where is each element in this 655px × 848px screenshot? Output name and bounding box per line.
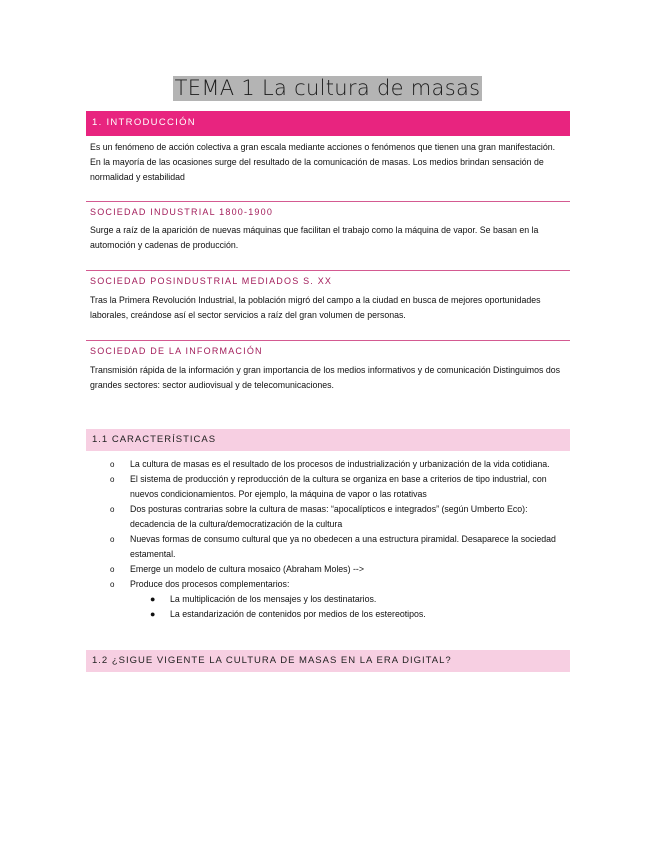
subheading-sociedad-posindustrial: SOCIEDAD POSINDUSTRIAL MEDIADOS S. XX — [90, 276, 333, 286]
circle-bullet-icon: o — [110, 565, 115, 574]
circle-bullet-icon: o — [110, 475, 115, 484]
section-heading-caracteristicas: 1.1 CARACTERÍSTICAS — [86, 429, 570, 451]
paragraph-sociedad-industrial: Surge a raíz de la aparición de nuevas máquinas que facilitan el trabajo como la máquina de vapor. Se basan en la automoción y cadenas de producción. — [90, 225, 539, 250]
filled-bullet-icon: ● — [150, 609, 156, 619]
circle-bullet-icon: o — [110, 580, 115, 589]
list-item: o El sistema de producción y reproducción de la cultura se organiza en base a criterios de tipo industrial, con nuevos condicionamientos. Por ejemplo, la máquina de vapor o las rotativas — [110, 474, 547, 499]
list-item: o La cultura de masas es el resultado de los procesos de industrialización y urbanización de la vida cotidiana. — [110, 457, 570, 472]
circle-bullet-icon: o — [110, 460, 115, 469]
sub-list — [150, 592, 570, 622]
list-item: o Emerge un modelo de cultura mosaico (Abraham Moles) --> — [110, 562, 570, 577]
intro-paragraph: Es un fenómeno de acción colectiva a gran escala mediante acciones o fenómenos que tienen una gran manifestación. En la mayoría de las ocasiones surge del resultado de la comunicación de masas. Los medios brindan sensación de normalidad y estabilidad — [90, 142, 556, 182]
filled-bullet-icon: ● — [150, 594, 156, 604]
section-heading-vigente: 1.2 ¿SIGUE VIGENTE LA CULTURA DE MASAS EN LA ERA DIGITAL? — [86, 650, 570, 672]
divider — [86, 201, 570, 202]
document-title: TEMA 1 La cultura de masas — [174, 76, 481, 100]
circle-bullet-icon: o — [110, 505, 115, 514]
subheading-sociedad-informacion: SOCIEDAD DE LA INFORMACIÓN — [90, 346, 263, 356]
caracteristicas-list — [110, 457, 570, 622]
list-item: o Nuevas formas de consumo cultural que ya no obedecen a una estructura piramidal. Desaparece la sociedad estamental. — [110, 534, 556, 559]
list-item: o Dos posturas contrarias sobre la cultura de masas: “apocalípticos e integrados” (según Umberto Eco): decadencia de la cultura/democratización de la cultura — [110, 504, 528, 529]
divider — [86, 340, 570, 341]
sub-list-item: ● La estandarización de contenidos por medios de los estereotipos. — [150, 607, 570, 622]
section-heading-introduccion: 1. INTRODUCCIÓN — [86, 111, 570, 136]
paragraph-sociedad-posindustrial: Tras la Primera Revolución Industrial, la población migró del campo a la ciudad en busca de mejores oportunidades laborales, creándose así el sector servicios a raíz del gran volumen de personas. — [90, 295, 541, 320]
divider — [86, 270, 570, 271]
list-item: o Produce dos procesos complementarios: ● La multiplicación de los mensajes y los destinatarios. ● La estandarización de contenidos por medios de los estereotipos. — [110, 577, 570, 622]
sub-list-item: ● La multiplicación de los mensajes y los destinatarios. — [150, 592, 570, 607]
circle-bullet-icon: o — [110, 535, 115, 544]
paragraph-sociedad-informacion: Transmisión rápida de la información y gran importancia de los medios informativos y de comunicación Distinguimos dos grandes sectores: sector audiovisual y de telecomunicaciones. — [90, 365, 561, 390]
title-wrap — [0, 76, 655, 101]
subheading-sociedad-industrial: SOCIEDAD INDUSTRIAL 1800-1900 — [90, 207, 274, 217]
